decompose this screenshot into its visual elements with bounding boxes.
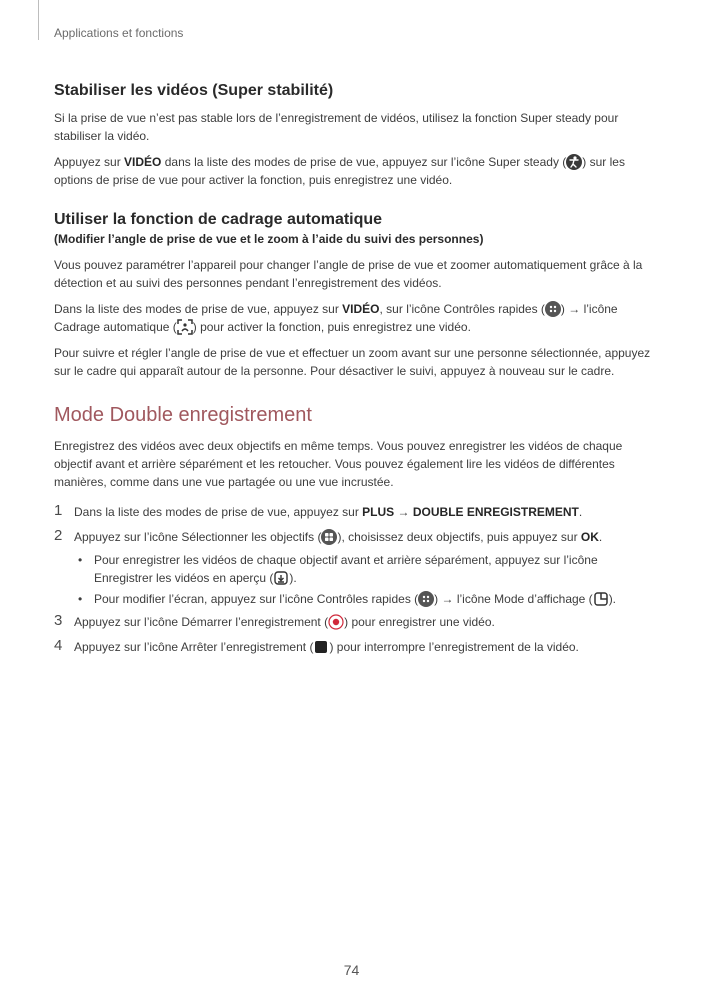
paragraph: Dans la liste des modes de prise de vue, appuyez sur VIDÉO, sur l’icône Contrôles rapides ( ) → l’icône Cadrage automatique ( ) pour activer la fonction, puis enregistrez une vidéo.: [54, 302, 618, 334]
main-title-double-enregistrement: Mode Double enregistrement: [54, 404, 312, 426]
step-number: 4: [54, 637, 63, 654]
paragraph: Pour suivre et régler l’angle de prise de vue et effectuer un zoom avant sur une personne sélectionnée, appuyez sur le cadre qui apparaît autour de la personne. Pour désactiver le suivi, appuyez à nouveau sur le cadre.: [54, 346, 651, 378]
quick-controls-icon: [545, 301, 561, 317]
auto-framing-icon: [177, 319, 193, 335]
super-steady-icon: [566, 154, 582, 170]
select-lenses-icon: [321, 529, 337, 545]
section-title-super-stabilite: Stabiliser les vidéos (Super stabilité): [54, 82, 334, 99]
page-content: [54, 82, 654, 663]
step-item: 4 Appuyez sur l’icône Arrêter l’enregistrement ( ) pour interrompre l’enregistrement de la vidéo.: [54, 637, 579, 654]
paragraph: Si la prise de vue n’est pas stable lors de l’enregistrement de vidéos, utilisez la fonction Super steady pour stabiliser la vidéo.: [54, 111, 619, 143]
record-preview-icon: [273, 570, 289, 586]
paragraph: Vous pouvez paramétrer l’appareil pour changer l’angle de prise de vue et zoomer automatiquement grâce à la détection et au suivi des personnes pendant l’enregistrement des vidéos.: [54, 258, 643, 290]
step-item: 3 Appuyez sur l’icône Démarrer l’enregistrement ( ) pour enregistrer une vidéo.: [54, 612, 495, 629]
display-mode-icon: [593, 591, 609, 607]
steps-list: [54, 503, 654, 656]
bullet-item: • Pour modifier l’écran, appuyez sur l’icône Contrôles rapides ( ) → l’icône Mode d’affichage ( ).: [78, 592, 617, 606]
step-number: 1: [54, 502, 63, 519]
page-number: 74: [343, 962, 360, 978]
running-head: Applications et fonctions: [54, 26, 184, 40]
step-number: 2: [54, 527, 63, 544]
stop-recording-icon: [313, 639, 329, 655]
step-number: 3: [54, 612, 63, 629]
step-item: 1 Dans la liste des modes de prise de vue, appuyez sur PLUS → DOUBLE ENREGISTREMENT.: [54, 502, 583, 519]
section-subtitle: (Modifier l’angle de prise de vue et le zoom à l’aide du suivi des personnes): [54, 232, 484, 246]
margin-rule: [38, 0, 39, 40]
quick-controls-icon: [418, 591, 434, 607]
paragraph: Enregistrez des vidéos avec deux objectifs en même temps. Vous pouvez enregistrer les vidéos de chaque objectif avant et arrière séparément et les retoucher. Vous pouvez également lire les vidéos de différentes manières, comme dans une vue partagée ou une vue incrustée.: [54, 439, 623, 489]
bullet-item: • Pour enregistrer les vidéos de chaque objectif avant et arrière séparément, appuyez sur l’icône Enregistrer les vidéos en aperçu ( ).: [78, 553, 598, 585]
step-item: 2 Appuyez sur l’icône Sélectionner les objectifs ( ), choisissez deux objectifs, puis appuyez sur OK.: [54, 527, 603, 544]
paragraph: Appuyez sur VIDÉO dans la liste des modes de prise de vue, appuyez sur l’icône Super steady ( ) sur les options de prise de vue pour activer la fonction, puis enregistrez une vidéo.: [54, 155, 625, 187]
start-recording-icon: [328, 614, 344, 630]
section-title-cadrage-automatique: Utiliser la fonction de cadrage automatique: [54, 211, 383, 228]
